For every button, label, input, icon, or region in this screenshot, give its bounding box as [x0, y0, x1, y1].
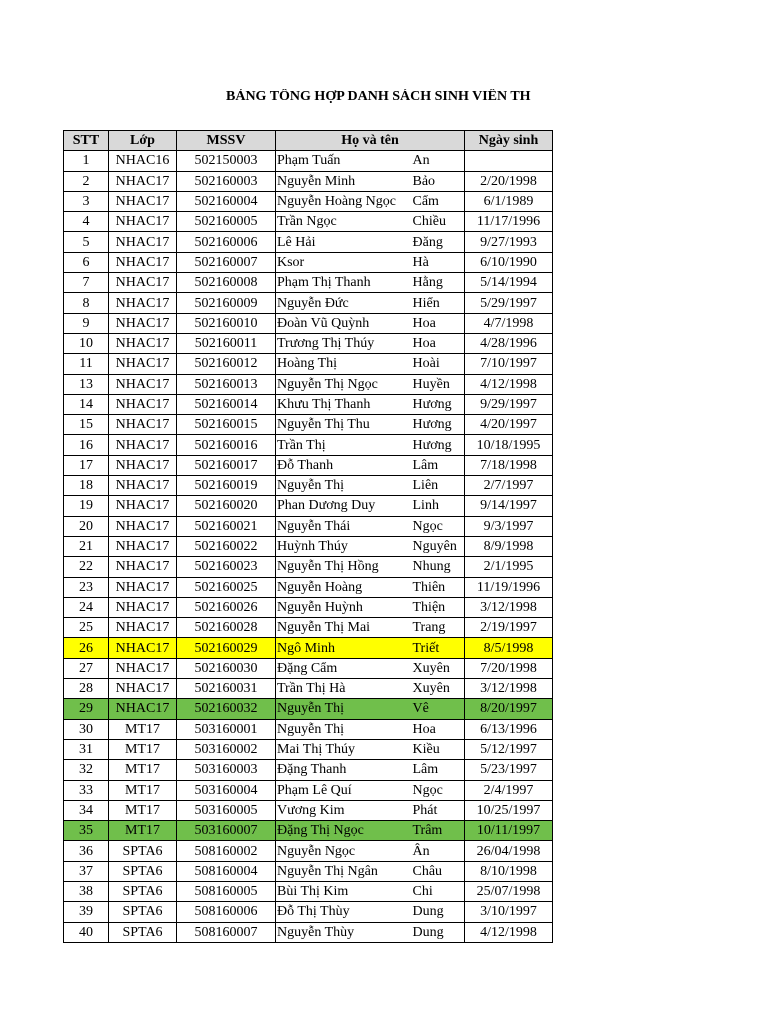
cell-mssv[interactable]: 502160015 — [177, 415, 276, 435]
cell-mssv[interactable]: 502160007 — [177, 252, 276, 272]
cell-mssv[interactable]: 502160017 — [177, 455, 276, 475]
cell-ngay-sinh[interactable]: 4/20/1997 — [465, 415, 553, 435]
table-row — [64, 415, 553, 435]
cell-ngay-sinh[interactable]: 7/20/1998 — [465, 658, 553, 678]
cell-stt[interactable]: 21 — [64, 536, 109, 556]
cell-lop[interactable]: NHAC17 — [109, 212, 177, 232]
cell-ho[interactable]: Nguyễn Hoàng Ngọc — [276, 191, 412, 211]
cell-stt[interactable]: 35 — [64, 821, 109, 841]
cell-lop[interactable]: NHAC17 — [109, 699, 177, 719]
table-row — [64, 313, 553, 333]
cell-lop[interactable]: NHAC17 — [109, 394, 177, 414]
cell-lop[interactable]: NHAC17 — [109, 273, 177, 293]
table-row — [64, 902, 553, 922]
cell-ngay-sinh[interactable]: 6/10/1990 — [465, 252, 553, 272]
cell-ho[interactable]: Phạm Tuấn — [276, 151, 412, 171]
cell-ngay-sinh[interactable]: 6/13/1996 — [465, 719, 553, 739]
cell-mssv[interactable]: 502160005 — [177, 212, 276, 232]
cell-mssv[interactable]: 502160011 — [177, 333, 276, 353]
cell-stt[interactable]: 3 — [64, 191, 109, 211]
cell-mssv[interactable]: 503160002 — [177, 739, 276, 759]
cell-mssv[interactable]: 502160014 — [177, 394, 276, 414]
cell-mssv[interactable]: 502160008 — [177, 273, 276, 293]
cell-mssv[interactable]: 503160005 — [177, 800, 276, 820]
cell-ten[interactable]: Hoa — [412, 333, 465, 353]
cell-ho[interactable]: Nguyễn Thị Ngân — [276, 861, 412, 881]
cell-ngay-sinh[interactable]: 11/19/1996 — [465, 577, 553, 597]
table-row — [64, 821, 553, 841]
cell-ho[interactable]: Trần Thị Hà — [276, 679, 412, 699]
cell-ngay-sinh[interactable]: 7/18/1998 — [465, 455, 553, 475]
cell-stt[interactable]: 34 — [64, 800, 109, 820]
cell-ten[interactable]: Chiều — [412, 212, 465, 232]
header-mssv[interactable]: MSSV — [177, 131, 276, 151]
cell-stt[interactable]: 30 — [64, 719, 109, 739]
cell-ngay-sinh[interactable]: 5/29/1997 — [465, 293, 553, 313]
cell-ngay-sinh[interactable]: 8/9/1998 — [465, 536, 553, 556]
cell-ngay-sinh[interactable]: 4/28/1996 — [465, 333, 553, 353]
cell-ho[interactable]: Phạm Thị Thanh — [276, 273, 412, 293]
table-row — [64, 374, 553, 394]
cell-ngay-sinh[interactable]: 9/27/1993 — [465, 232, 553, 252]
cell-ngay-sinh[interactable]: 4/12/1998 — [465, 922, 553, 942]
cell-ten[interactable]: Trang — [412, 618, 465, 638]
cell-mssv[interactable]: 502160019 — [177, 476, 276, 496]
cell-ho[interactable]: Nguyễn Thị — [276, 719, 412, 739]
cell-stt[interactable]: 8 — [64, 293, 109, 313]
table-row — [64, 780, 553, 800]
cell-mssv[interactable]: 502160020 — [177, 496, 276, 516]
cell-ho[interactable]: Huỳnh Thúy — [276, 536, 412, 556]
cell-ten[interactable]: Hiển — [412, 293, 465, 313]
cell-ho[interactable]: Nguyễn Thị Hồng — [276, 557, 412, 577]
table-row — [64, 293, 553, 313]
cell-lop[interactable]: NHAC17 — [109, 293, 177, 313]
cell-ten[interactable]: Ngọc — [412, 516, 465, 536]
cell-ten[interactable]: Xuyên — [412, 658, 465, 678]
cell-ten[interactable]: Triết — [412, 638, 465, 658]
cell-ho[interactable]: Đỗ Thanh — [276, 455, 412, 475]
cell-ngay-sinh[interactable]: 9/29/1997 — [465, 394, 553, 414]
cell-ten[interactable]: Hằng — [412, 273, 465, 293]
cell-mssv[interactable]: 502160009 — [177, 293, 276, 313]
cell-ho[interactable]: Hoàng Thị — [276, 354, 412, 374]
cell-mssv[interactable]: 502160031 — [177, 679, 276, 699]
cell-ngay-sinh[interactable]: 3/10/1997 — [465, 902, 553, 922]
cell-ten[interactable]: Chi — [412, 881, 465, 901]
cell-ho[interactable]: Trần Thị — [276, 435, 412, 455]
cell-ho[interactable]: Nguyễn Thị Thu — [276, 415, 412, 435]
cell-ngay-sinh[interactable]: 8/20/1997 — [465, 699, 553, 719]
cell-lop[interactable]: NHAC17 — [109, 333, 177, 353]
cell-ho[interactable]: Đoàn Vũ Quỳnh — [276, 313, 412, 333]
cell-ho[interactable]: Nguyễn Đức — [276, 293, 412, 313]
cell-stt[interactable]: 5 — [64, 232, 109, 252]
table-row — [64, 739, 553, 759]
cell-ngay-sinh[interactable]: 6/1/1989 — [465, 191, 553, 211]
cell-ngay-sinh[interactable]: 25/07/1998 — [465, 881, 553, 901]
cell-mssv[interactable]: 508160002 — [177, 841, 276, 861]
cell-ten[interactable]: Dung — [412, 902, 465, 922]
table-row — [64, 577, 553, 597]
table-row — [64, 252, 553, 272]
cell-mssv[interactable]: 502160028 — [177, 618, 276, 638]
cell-ho[interactable]: Nguyễn Thái — [276, 516, 412, 536]
cell-ngay-sinh[interactable]: 11/17/1996 — [465, 212, 553, 232]
cell-lop[interactable]: NHAC17 — [109, 313, 177, 333]
cell-ngay-sinh[interactable]: 2/7/1997 — [465, 476, 553, 496]
cell-ngay-sinh[interactable]: 2/20/1998 — [465, 171, 553, 191]
cell-ngay-sinh[interactable]: 5/23/1997 — [465, 760, 553, 780]
cell-lop[interactable]: NHAC16 — [109, 151, 177, 171]
cell-ten[interactable]: Liên — [412, 476, 465, 496]
cell-ten[interactable]: Ngọc — [412, 780, 465, 800]
cell-mssv[interactable]: 502160029 — [177, 638, 276, 658]
cell-ho[interactable]: Nguyễn Hoàng — [276, 577, 412, 597]
cell-mssv[interactable]: 503160001 — [177, 719, 276, 739]
table-row — [64, 881, 553, 901]
cell-ngay-sinh[interactable]: 3/12/1998 — [465, 597, 553, 617]
cell-mssv[interactable]: 508160005 — [177, 881, 276, 901]
cell-ten[interactable]: Huyền — [412, 374, 465, 394]
cell-ten[interactable]: Lâm — [412, 455, 465, 475]
cell-stt[interactable]: 10 — [64, 333, 109, 353]
table-row — [64, 760, 553, 780]
cell-ho[interactable]: Lê Hải — [276, 232, 412, 252]
cell-lop[interactable]: NHAC17 — [109, 597, 177, 617]
cell-mssv[interactable]: 502160010 — [177, 313, 276, 333]
cell-stt[interactable]: 31 — [64, 739, 109, 759]
table-row — [64, 394, 553, 414]
cell-lop[interactable]: NHAC17 — [109, 516, 177, 536]
cell-ten[interactable]: Vê — [412, 699, 465, 719]
cell-ngay-sinh[interactable]: 7/10/1997 — [465, 354, 553, 374]
table-row — [64, 597, 553, 617]
cell-ho[interactable]: Nguyễn Huỳnh — [276, 597, 412, 617]
cell-lop[interactable]: NHAC17 — [109, 679, 177, 699]
cell-lop[interactable]: NHAC17 — [109, 476, 177, 496]
cell-ngay-sinh[interactable]: 10/11/1997 — [465, 821, 553, 841]
cell-stt[interactable]: 39 — [64, 902, 109, 922]
cell-ten[interactable]: Hương — [412, 394, 465, 414]
cell-ho[interactable]: Mai Thị Thúy — [276, 739, 412, 759]
cell-ho[interactable]: Trần Ngọc — [276, 212, 412, 232]
header-row — [64, 131, 553, 151]
cell-ngay-sinh[interactable]: 2/4/1997 — [465, 780, 553, 800]
cell-stt[interactable]: 32 — [64, 760, 109, 780]
cell-ten[interactable]: Thiện — [412, 597, 465, 617]
cell-ngay-sinh[interactable]: 10/25/1997 — [465, 800, 553, 820]
table-row — [64, 699, 553, 719]
table-row — [64, 638, 553, 658]
cell-stt[interactable]: 38 — [64, 881, 109, 901]
cell-lop[interactable]: MT17 — [109, 821, 177, 841]
cell-lop[interactable]: NHAC17 — [109, 557, 177, 577]
table-row — [64, 719, 553, 739]
cell-ho[interactable]: Phan Dương Duy — [276, 496, 412, 516]
cell-ho[interactable]: Ngô Minh — [276, 638, 412, 658]
table-row — [64, 922, 553, 942]
cell-lop[interactable]: NHAC17 — [109, 354, 177, 374]
header-ngay-sinh[interactable]: Ngày sinh — [465, 131, 553, 151]
cell-ho[interactable]: Nguyễn Thị — [276, 476, 412, 496]
student-table — [63, 130, 553, 943]
cell-stt[interactable]: 26 — [64, 638, 109, 658]
header-lop[interactable]: Lớp — [109, 131, 177, 151]
table-row — [64, 212, 553, 232]
cell-stt[interactable]: 11 — [64, 354, 109, 374]
cell-ten[interactable]: Nguyên — [412, 536, 465, 556]
cell-ten[interactable]: Linh — [412, 496, 465, 516]
cell-ten[interactable]: Hoa — [412, 313, 465, 333]
cell-ngay-sinh[interactable]: 9/14/1997 — [465, 496, 553, 516]
table-row — [64, 516, 553, 536]
cell-lop[interactable]: NHAC17 — [109, 638, 177, 658]
table-row — [64, 496, 553, 516]
cell-ho[interactable]: Đặng Thị Ngọc — [276, 821, 412, 841]
cell-ten[interactable]: Đăng — [412, 232, 465, 252]
cell-stt[interactable]: 20 — [64, 516, 109, 536]
table-row — [64, 232, 553, 252]
cell-ten[interactable]: Nhung — [412, 557, 465, 577]
cell-ho[interactable]: Bùi Thị Kim — [276, 881, 412, 901]
cell-lop[interactable]: NHAC17 — [109, 374, 177, 394]
cell-lop[interactable]: NHAC17 — [109, 618, 177, 638]
cell-ngay-sinh[interactable]: 9/3/1997 — [465, 516, 553, 536]
cell-mssv[interactable]: 503160007 — [177, 821, 276, 841]
cell-ten[interactable]: Phát — [412, 800, 465, 820]
cell-ho[interactable]: Đỗ Thị Thùy — [276, 902, 412, 922]
cell-lop[interactable]: NHAC17 — [109, 536, 177, 556]
cell-ho[interactable]: Vương Kim — [276, 800, 412, 820]
cell-ten[interactable]: An — [412, 151, 465, 171]
cell-stt[interactable]: 17 — [64, 455, 109, 475]
cell-mssv[interactable]: 502160003 — [177, 171, 276, 191]
cell-stt[interactable]: 25 — [64, 618, 109, 638]
cell-lop[interactable]: NHAC17 — [109, 171, 177, 191]
cell-ten[interactable]: Châu — [412, 861, 465, 881]
cell-lop[interactable]: NHAC17 — [109, 191, 177, 211]
cell-ten[interactable]: Hương — [412, 435, 465, 455]
cell-mssv[interactable]: 502160025 — [177, 577, 276, 597]
sheet-title: BẢNG TỔNG HỢP DANH SÁCH SINH VIÊN TH — [226, 89, 531, 104]
cell-lop[interactable]: SPTA6 — [109, 881, 177, 901]
cell-stt[interactable]: 40 — [64, 922, 109, 942]
cell-stt[interactable]: 37 — [64, 861, 109, 881]
cell-ngay-sinh[interactable]: 3/12/1998 — [465, 679, 553, 699]
header-ho-va-ten[interactable]: Họ và tên — [276, 131, 465, 151]
table-row — [64, 435, 553, 455]
cell-stt[interactable]: 13 — [64, 374, 109, 394]
table-row — [64, 171, 553, 191]
cell-ho[interactable]: Nguyễn Thị Ngọc — [276, 374, 412, 394]
cell-stt[interactable]: 1 — [64, 151, 109, 171]
cell-lop[interactable]: SPTA6 — [109, 861, 177, 881]
cell-lop[interactable]: MT17 — [109, 800, 177, 820]
table-row — [64, 191, 553, 211]
cell-mssv[interactable]: 502160004 — [177, 191, 276, 211]
cell-lop[interactable]: NHAC17 — [109, 577, 177, 597]
cell-stt[interactable]: 33 — [64, 780, 109, 800]
cell-ngay-sinh[interactable] — [465, 151, 553, 171]
cell-ngay-sinh[interactable]: 4/12/1998 — [465, 374, 553, 394]
table-row — [64, 800, 553, 820]
cell-stt[interactable]: 23 — [64, 577, 109, 597]
cell-ho[interactable]: Nguyễn Minh — [276, 171, 412, 191]
cell-stt[interactable]: 19 — [64, 496, 109, 516]
cell-lop[interactable]: NHAC17 — [109, 232, 177, 252]
cell-ten[interactable]: Hương — [412, 415, 465, 435]
cell-stt[interactable]: 4 — [64, 212, 109, 232]
cell-ho[interactable]: Đặng Thanh — [276, 760, 412, 780]
cell-ngay-sinh[interactable]: 26/04/1998 — [465, 841, 553, 861]
table-row — [64, 618, 553, 638]
cell-ngay-sinh[interactable]: 2/1/1995 — [465, 557, 553, 577]
cell-mssv[interactable]: 502160013 — [177, 374, 276, 394]
cell-ngay-sinh[interactable]: 10/18/1995 — [465, 435, 553, 455]
cell-ten[interactable]: Kiều — [412, 739, 465, 759]
cell-lop[interactable]: NHAC17 — [109, 252, 177, 272]
cell-ten[interactable]: Hoa — [412, 719, 465, 739]
cell-mssv[interactable]: 503160004 — [177, 780, 276, 800]
table-row — [64, 273, 553, 293]
cell-lop[interactable]: SPTA6 — [109, 902, 177, 922]
cell-mssv[interactable]: 502160016 — [177, 435, 276, 455]
cell-mssv[interactable]: 502160023 — [177, 557, 276, 577]
cell-ho[interactable]: Khưu Thị Thanh — [276, 394, 412, 414]
cell-ten[interactable]: Bảo — [412, 171, 465, 191]
cell-ho[interactable]: Đặng Cẩm — [276, 658, 412, 678]
cell-lop[interactable]: SPTA6 — [109, 841, 177, 861]
cell-ten[interactable]: Ân — [412, 841, 465, 861]
cell-stt[interactable]: 18 — [64, 476, 109, 496]
cell-ho[interactable]: Ksor — [276, 252, 412, 272]
cell-ten[interactable]: Thiên — [412, 577, 465, 597]
cell-stt[interactable]: 6 — [64, 252, 109, 272]
cell-mssv[interactable]: 502160012 — [177, 354, 276, 374]
cell-mssv[interactable]: 508160004 — [177, 861, 276, 881]
cell-stt[interactable]: 28 — [64, 679, 109, 699]
cell-stt[interactable]: 9 — [64, 313, 109, 333]
cell-stt[interactable]: 24 — [64, 597, 109, 617]
cell-stt[interactable]: 14 — [64, 394, 109, 414]
cell-ten[interactable]: Dung — [412, 922, 465, 942]
cell-ho[interactable]: Nguyễn Thị Mai — [276, 618, 412, 638]
cell-ngay-sinh[interactable]: 5/14/1994 — [465, 273, 553, 293]
cell-ngay-sinh[interactable]: 4/7/1998 — [465, 313, 553, 333]
cell-ten[interactable]: Lâm — [412, 760, 465, 780]
cell-mssv[interactable]: 502160030 — [177, 658, 276, 678]
cell-stt[interactable]: 16 — [64, 435, 109, 455]
cell-stt[interactable]: 29 — [64, 699, 109, 719]
cell-lop[interactable]: NHAC17 — [109, 435, 177, 455]
cell-lop[interactable]: MT17 — [109, 780, 177, 800]
cell-lop[interactable]: MT17 — [109, 719, 177, 739]
cell-mssv[interactable]: 502160026 — [177, 597, 276, 617]
cell-ho[interactable]: Trương Thị Thúy — [276, 333, 412, 353]
table-row — [64, 557, 553, 577]
cell-lop[interactable]: MT17 — [109, 760, 177, 780]
cell-stt[interactable]: 27 — [64, 658, 109, 678]
table-row — [64, 455, 553, 475]
cell-lop[interactable]: NHAC17 — [109, 658, 177, 678]
cell-lop[interactable]: SPTA6 — [109, 922, 177, 942]
cell-ten[interactable]: Xuyên — [412, 679, 465, 699]
cell-stt[interactable]: 7 — [64, 273, 109, 293]
table-row — [64, 861, 553, 881]
cell-ngay-sinh[interactable]: 2/19/1997 — [465, 618, 553, 638]
cell-ho[interactable]: Nguyễn Thị — [276, 699, 412, 719]
cell-ngay-sinh[interactable]: 8/5/1998 — [465, 638, 553, 658]
header-stt[interactable]: STT — [64, 131, 109, 151]
table-row — [64, 354, 553, 374]
cell-ho[interactable]: Phạm Lê Quí — [276, 780, 412, 800]
table-row — [64, 679, 553, 699]
cell-mssv[interactable]: 508160006 — [177, 902, 276, 922]
cell-lop[interactable]: NHAC17 — [109, 496, 177, 516]
cell-ho[interactable]: Nguyễn Thùy — [276, 922, 412, 942]
table-row — [64, 841, 553, 861]
cell-mssv[interactable]: 502160021 — [177, 516, 276, 536]
cell-stt[interactable]: 22 — [64, 557, 109, 577]
cell-mssv[interactable]: 502160032 — [177, 699, 276, 719]
cell-ten[interactable]: Trâm — [412, 821, 465, 841]
cell-ten[interactable]: Hoài — [412, 354, 465, 374]
cell-mssv[interactable]: 502160006 — [177, 232, 276, 252]
cell-lop[interactable]: MT17 — [109, 739, 177, 759]
cell-mssv[interactable]: 502150003 — [177, 151, 276, 171]
table-row — [64, 151, 553, 171]
cell-lop[interactable]: NHAC17 — [109, 455, 177, 475]
cell-mssv[interactable]: 508160007 — [177, 922, 276, 942]
table-row — [64, 658, 553, 678]
cell-stt[interactable]: 15 — [64, 415, 109, 435]
cell-lop[interactable]: NHAC17 — [109, 415, 177, 435]
cell-ngay-sinh[interactable]: 8/10/1998 — [465, 861, 553, 881]
cell-mssv[interactable]: 502160022 — [177, 536, 276, 556]
table-row — [64, 476, 553, 496]
table-row — [64, 536, 553, 556]
cell-ho[interactable]: Nguyễn Ngọc — [276, 841, 412, 861]
cell-ten[interactable]: Hà — [412, 252, 465, 272]
cell-stt[interactable]: 36 — [64, 841, 109, 861]
table-row — [64, 333, 553, 353]
cell-ngay-sinh[interactable]: 5/12/1997 — [465, 739, 553, 759]
cell-ten[interactable]: Cẩm — [412, 191, 465, 211]
cell-stt[interactable]: 2 — [64, 171, 109, 191]
cell-mssv[interactable]: 503160003 — [177, 760, 276, 780]
